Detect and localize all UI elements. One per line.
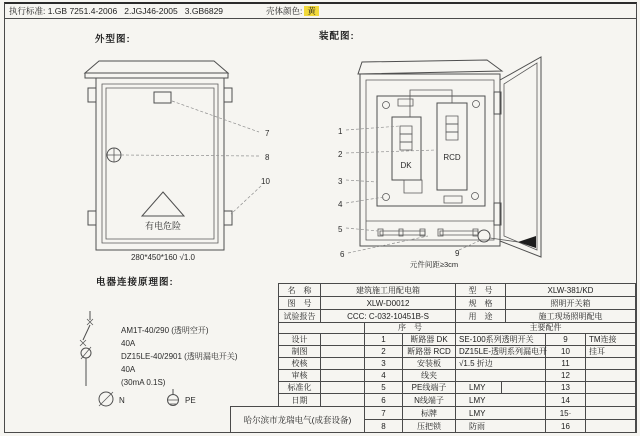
sig-blank-cell — [321, 370, 365, 382]
callout-7: 7 — [265, 129, 270, 138]
name-label: 名 称 — [279, 284, 321, 297]
item-name-cell: 标牌 — [403, 407, 456, 420]
item-spec-cell: √1.5 折边 — [456, 358, 546, 370]
pe-label: PE — [185, 396, 196, 405]
spec-label: 规 格 — [456, 297, 506, 310]
item-no-cell: 4 — [365, 370, 403, 382]
ref-no-cell: 14 — [546, 394, 586, 406]
box-roof — [358, 60, 502, 74]
ref-val-cell — [586, 407, 636, 420]
ref-no-cell: 9 — [546, 334, 586, 346]
sig-blank-cell — [321, 346, 365, 358]
company-rows — [230, 406, 636, 433]
neutral-symbol — [99, 392, 113, 406]
callout-3: 3 — [338, 177, 343, 186]
callout-10: 10 — [261, 177, 270, 186]
box-roof — [85, 61, 228, 78]
item-name-cell: 压把锁 — [403, 420, 456, 433]
title-block — [230, 283, 635, 432]
shell-color-value: 黄 — [304, 6, 319, 16]
company-name: 哈尔滨市龙瑞电气(成套设备) — [231, 407, 365, 433]
sig-label-cell: 标准化 — [279, 382, 321, 394]
ref-val-cell: TM连接 — [586, 334, 636, 346]
ref-no-cell: 11 — [546, 358, 586, 370]
schematic-line-5: (30mA 0.1S) — [121, 378, 166, 387]
item-spec-cell — [456, 370, 546, 382]
item-name-cell: PE线端子 — [403, 382, 456, 394]
open-door — [500, 57, 541, 257]
shell-color-label: 壳体颜色: — [266, 6, 303, 16]
lock-handle-arrow — [518, 236, 536, 248]
pe-earth-symbol — [167, 389, 179, 406]
ref-no-cell: 13 — [546, 382, 586, 394]
sig-blank-cell — [321, 334, 365, 346]
assembly-title: 装配图: — [319, 31, 355, 42]
sig-label-cell: 设计 — [279, 334, 321, 346]
sig-blank-cell — [321, 382, 365, 394]
ref-no-cell: 10 — [546, 346, 586, 358]
callout-9: 9 — [455, 249, 460, 258]
callout-8: 8 — [265, 153, 270, 162]
testreport-value: CCC: C-032-10451B-S — [321, 310, 456, 323]
box-door — [102, 84, 218, 243]
item-name-cell: 断路器 DK — [403, 334, 456, 346]
outline-drawing — [60, 40, 290, 275]
schematic-title: 电器连接原理图: — [96, 277, 174, 288]
breaker-rcd-label: RCD — [443, 153, 461, 162]
mounting-panel — [377, 96, 485, 206]
model-label: 型 号 — [456, 284, 506, 297]
callout-6: 6 — [340, 250, 345, 259]
neutral-label: N — [119, 396, 125, 405]
ref-val-cell — [586, 370, 636, 382]
testreport-label: 试验报告 — [279, 310, 321, 323]
item-spec-cell: LMY — [456, 394, 546, 406]
rcd-symbol — [81, 347, 91, 386]
drawingno-label: 图 号 — [279, 297, 321, 310]
ref-no-cell: 15· — [546, 407, 586, 420]
item-no-cell: 2 — [365, 346, 403, 358]
callout-2: 2 — [338, 150, 343, 159]
item-name-cell: 线夹 — [403, 370, 456, 382]
item-spec-cell: DZ15LE-透明系列漏电开 — [456, 346, 546, 358]
seq-header: 序 号 — [365, 322, 456, 334]
item-name-cell: N线端子 — [403, 394, 456, 406]
info-table — [278, 283, 636, 323]
item-name-cell: 断路器 RCD — [403, 346, 456, 358]
item-no-cell: 3 — [365, 358, 403, 370]
outline-title: 外型图: — [95, 34, 131, 45]
terminal-bars — [378, 229, 478, 236]
box-body — [360, 74, 500, 246]
schematic-line-1: AM1T-40/290 (透明空开) — [121, 326, 209, 335]
ref-val-cell — [586, 420, 636, 433]
item-no-cell: 7 — [365, 407, 403, 420]
item-no-cell: 8 — [365, 420, 403, 433]
panel-slot-top — [398, 99, 413, 106]
schematic-line-3: DZ15LE-40/2901 (透明漏电开关) — [121, 352, 238, 361]
breaker-rcd — [437, 103, 467, 190]
ref-no-cell: 16 — [546, 420, 586, 433]
use-value: 施工现场照明配电 — [506, 310, 636, 323]
sig-label-cell: 日期 — [279, 394, 321, 406]
sig-blank-cell — [321, 358, 365, 370]
use-label: 用 途 — [456, 310, 506, 323]
danger-triangle-icon — [142, 192, 184, 216]
ref-val-cell — [586, 394, 636, 406]
item-spec-cell: SE-100系列透明开关 — [456, 334, 546, 346]
sig-label-cell: 校核 — [279, 358, 321, 370]
parts-table — [278, 334, 636, 406]
item-no-cell: 5 — [365, 382, 403, 394]
item-spec-cell: LMY — [456, 382, 546, 394]
ref-val-cell — [586, 382, 636, 394]
spacing-note: 元件间距≥3cm — [409, 260, 459, 269]
standards-text: 执行标准: 1.GB 7251.4-2006 2.JGJ46-2005 3.GB6829 — [9, 6, 224, 16]
mounting-ears — [88, 88, 232, 225]
ref-no-cell: 12 — [546, 370, 586, 382]
shell-color — [266, 5, 319, 17]
box-body-inner — [366, 80, 494, 240]
leader-lines — [121, 101, 261, 214]
item-no-cell: 1 — [365, 334, 403, 346]
item-spec-cell: LMY — [456, 407, 546, 420]
name-value: 建筑施工用配电箱 — [321, 284, 456, 297]
schematic-line-4: 40A — [121, 365, 136, 374]
callout-5: 5 — [338, 225, 343, 234]
item-spec-cell: 防雨 — [456, 420, 546, 433]
sig-label-cell: 审核 — [279, 370, 321, 382]
drawingno-value: XLW-D0012 — [321, 297, 456, 310]
panel-slot-bottom — [444, 196, 462, 203]
breaker-symbol — [80, 311, 93, 346]
danger-text: 有电危险 — [144, 221, 182, 231]
item-name-cell: 安装板 — [403, 358, 456, 370]
sig-blank-cell — [321, 394, 365, 406]
parts-header-row — [278, 322, 636, 334]
breaker-dk — [392, 117, 422, 193]
ref-val-cell: 挂耳 — [586, 346, 636, 358]
model-value: XLW-381/KD — [506, 284, 636, 297]
parts-header: 主要配件 — [456, 322, 636, 334]
ref-val-cell — [586, 358, 636, 370]
assembly-drawing — [300, 40, 560, 280]
callout-1: 1 — [338, 127, 343, 136]
breaker-dk-label: DK — [400, 161, 412, 170]
item-no-cell: 6 — [365, 394, 403, 406]
dimension-text: 280*450*160 √1.0 — [130, 253, 196, 262]
spec-value: 照明开关箱 — [506, 297, 636, 310]
empty-cell — [279, 322, 365, 334]
nameplate-window — [154, 92, 171, 103]
callout-4: 4 — [338, 200, 343, 209]
door-lock-icon — [107, 148, 121, 162]
schematic-line-2: 40A — [121, 339, 136, 348]
sig-label-cell: 制图 — [279, 346, 321, 358]
